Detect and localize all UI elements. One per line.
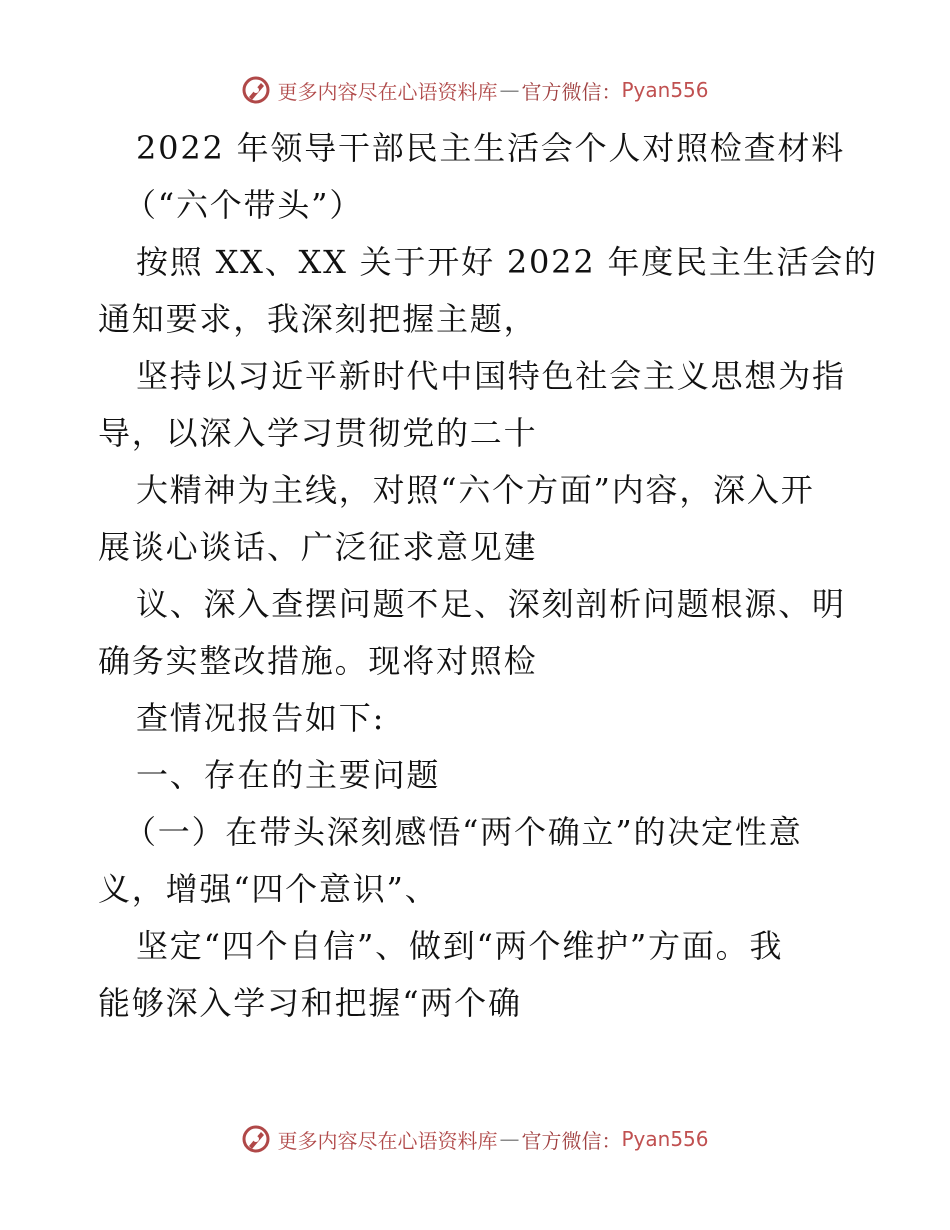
paragraph-line: 坚持以习近平新时代中国特色社会主义思想为指 <box>136 357 846 395</box>
document-title: 2022 年领导干部民主生活会个人对照检查材料 <box>136 129 846 167</box>
paragraph-line: 坚定“四个自信”、做到“两个维护”方面。我 <box>136 927 784 965</box>
pen-logo-icon <box>241 1124 271 1154</box>
paragraph-line: 查情况报告如下: <box>136 699 386 737</box>
paragraph-line: 通知要求，我深刻把握主题， <box>98 300 538 338</box>
paragraph-line: 导，以深入学习贯彻党的二十 <box>98 414 538 452</box>
document-subtitle: （“六个带头”） <box>124 186 364 224</box>
watermark-text: 更多内容尽在心语资料库 <box>277 1128 498 1153</box>
paragraph-line: 按照 XX、XX 关于开好 2022 年度民主生活会的 <box>136 243 878 281</box>
watermark-label: 官方微信： <box>521 1128 622 1153</box>
watermark-wechat-id: Pyan556 <box>621 78 709 102</box>
subsection-heading: （一）在带头深刻感悟“两个确立”的决定性意 <box>124 813 803 851</box>
watermark-label: 官方微信： <box>521 79 622 104</box>
watermark-separator: — <box>499 1127 520 1151</box>
watermark-wechat-id: Pyan556 <box>621 1127 709 1151</box>
paragraph-line: 议、深入查摆问题不足、深刻剖析问题根源、明 <box>136 585 846 623</box>
document-body <box>98 120 878 1032</box>
paragraph-line: 大精神为主线，对照“六个方面”内容，深入开 <box>136 471 815 509</box>
paragraph-line: 能够深入学习和把握“两个确 <box>98 984 522 1022</box>
watermark-text: 更多内容尽在心语资料库 <box>277 79 498 104</box>
footer-watermark <box>0 1119 950 1159</box>
header-watermark <box>0 70 950 110</box>
watermark-separator: — <box>499 78 520 102</box>
paragraph-line: 展谈心谈话、广泛征求意见建 <box>98 528 538 566</box>
section-heading: 一、存在的主要问题 <box>136 756 441 794</box>
pen-logo-icon <box>241 75 271 105</box>
paragraph-line: 义，增强“四个意识”、 <box>98 870 439 908</box>
paragraph-line: 确务实整改措施。现将对照检 <box>98 642 538 680</box>
